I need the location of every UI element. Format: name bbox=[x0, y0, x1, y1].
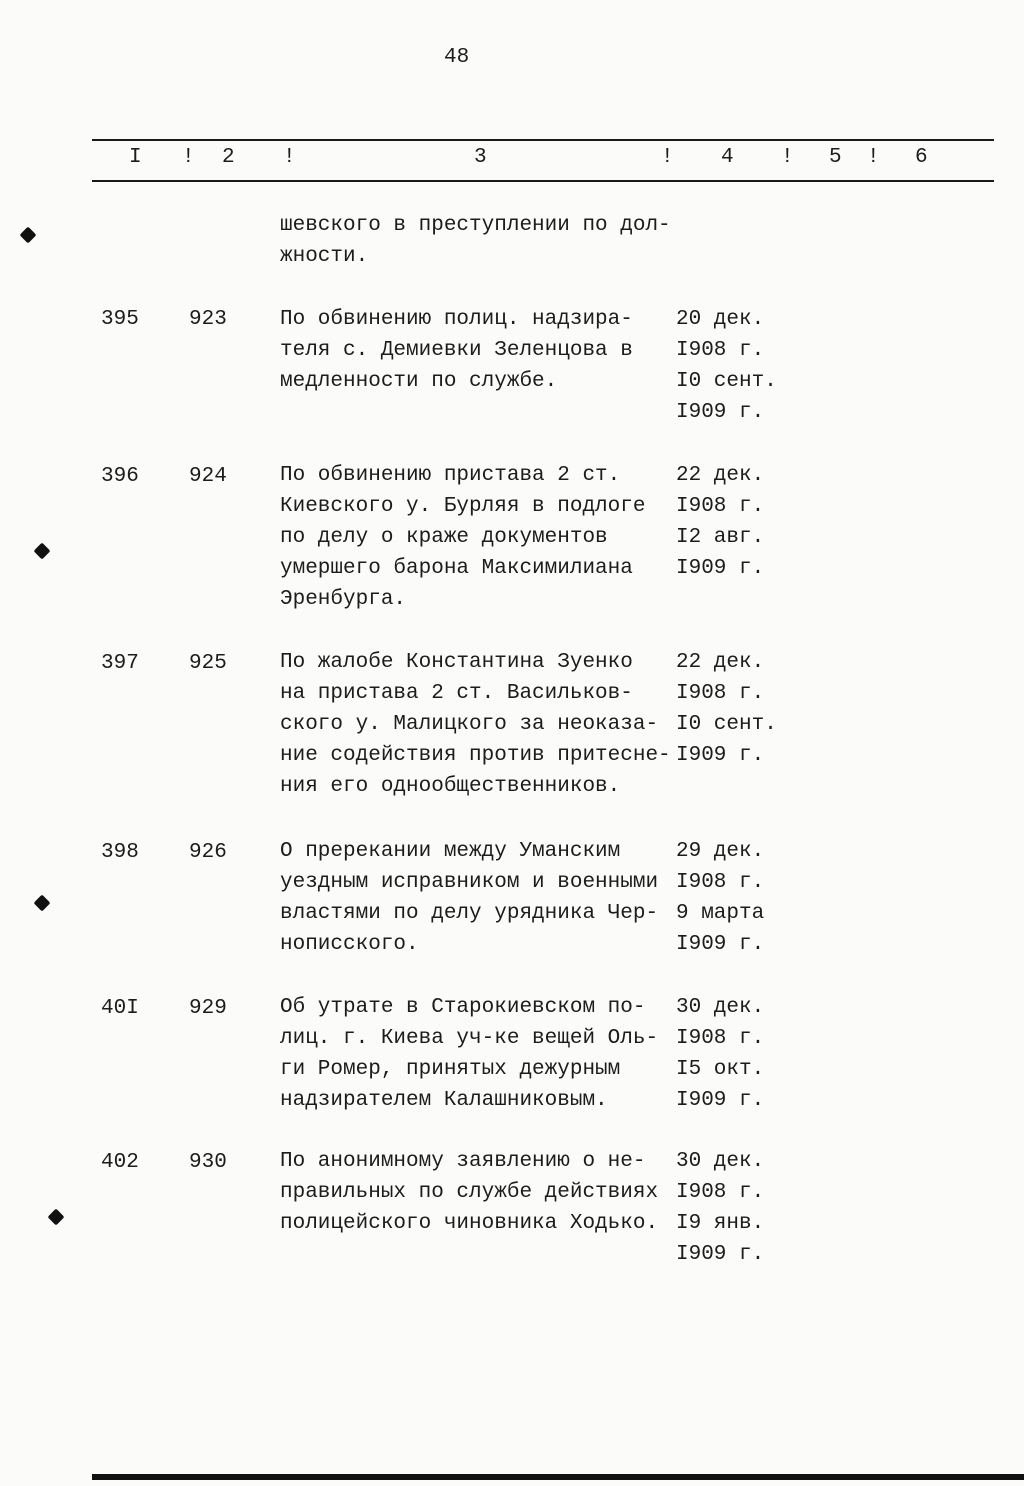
desc-line: полицейского чиновника Ходько. bbox=[280, 1212, 659, 1235]
date-line: I908 г. bbox=[676, 871, 765, 894]
date-line: 22 дек. bbox=[676, 651, 765, 674]
desc-line: По обвинению полиц. надзира- bbox=[280, 308, 633, 331]
entry-dates bbox=[676, 647, 777, 771]
header-separator: ! bbox=[781, 146, 794, 169]
desc-line: правильных по службе действиях bbox=[280, 1181, 659, 1204]
header-col-2: 2 bbox=[222, 146, 235, 169]
header-rule-bottom bbox=[92, 180, 994, 182]
date-line: I908 г. bbox=[676, 495, 765, 518]
desc-line: Эренбурга. bbox=[280, 588, 407, 611]
scan-bottom-edge bbox=[92, 1474, 1024, 1480]
desc-line: теля с. Демиевки Зеленцова в bbox=[280, 339, 633, 362]
binding-hole-mark bbox=[34, 543, 51, 560]
entry-number: 40I bbox=[101, 997, 139, 1020]
entry-dates bbox=[676, 1146, 764, 1270]
desc-line: уездным исправником и военными bbox=[280, 871, 659, 894]
desc-line: лиц. г. Киева уч-ке вещей Оль- bbox=[280, 1027, 659, 1050]
date-line: 30 дек. bbox=[676, 996, 765, 1019]
file-number: 926 bbox=[189, 841, 227, 864]
entry-number: 397 bbox=[101, 652, 139, 675]
header-separator: ! bbox=[867, 146, 880, 169]
entry-description bbox=[280, 992, 658, 1116]
desc-line: Об утрате в Старокиевском по- bbox=[280, 996, 646, 1019]
date-line: 22 дек. bbox=[676, 464, 765, 487]
desc-line: ния его однообщественников. bbox=[280, 775, 621, 798]
desc-line: на пристава 2 ст. Васильков- bbox=[280, 682, 633, 705]
desc-line: ги Ромер, принятых дежурным bbox=[280, 1058, 621, 1081]
file-number: 923 bbox=[189, 308, 227, 331]
entry-dates bbox=[676, 836, 764, 960]
date-line: I908 г. bbox=[676, 1181, 765, 1204]
date-line: I909 г. bbox=[676, 401, 765, 424]
header-separator: ! bbox=[283, 146, 296, 169]
desc-line: О пререкании между Уманским bbox=[280, 840, 621, 863]
binding-hole-mark bbox=[48, 1209, 65, 1226]
date-line: 30 дек. bbox=[676, 1150, 765, 1173]
file-number: 924 bbox=[189, 465, 227, 488]
page-number: 48 bbox=[444, 46, 470, 69]
desc-line: по делу о краже документов bbox=[280, 526, 608, 549]
entry-dates bbox=[676, 304, 777, 428]
desc-line: властями по делу урядника Чер- bbox=[280, 902, 659, 925]
date-line: 20 дек. bbox=[676, 308, 765, 331]
entry-description bbox=[280, 647, 671, 802]
date-line: I909 г. bbox=[676, 1243, 765, 1266]
desc-line: умершего барона Максимилиана bbox=[280, 557, 633, 580]
header-separator: ! bbox=[182, 146, 195, 169]
entry-description bbox=[280, 304, 633, 397]
header-col-6: 6 bbox=[915, 146, 928, 169]
date-line: I5 окт. bbox=[676, 1058, 765, 1081]
entry-description bbox=[280, 836, 658, 960]
date-line: I909 г. bbox=[676, 744, 765, 767]
file-number: 925 bbox=[189, 652, 227, 675]
desc-line: ского у. Малицкого за неоказа- bbox=[280, 713, 659, 736]
date-line: I908 г. bbox=[676, 1027, 765, 1050]
date-line: I909 г. bbox=[676, 1089, 765, 1112]
header-col-1: I bbox=[129, 146, 142, 169]
header-rule-top bbox=[92, 139, 994, 141]
desc-line: По анонимному заявлению о не- bbox=[280, 1150, 646, 1173]
entry-number: 398 bbox=[101, 841, 139, 864]
header-col-4: 4 bbox=[721, 146, 734, 169]
file-number: 930 bbox=[189, 1151, 227, 1174]
entry-description bbox=[280, 460, 645, 615]
date-line: 29 дек. bbox=[676, 840, 765, 863]
date-line: 9 марта bbox=[676, 902, 765, 925]
entry-number: 402 bbox=[101, 1151, 139, 1174]
date-line: I0 сент. bbox=[676, 713, 777, 736]
date-line: I2 авг. bbox=[676, 526, 765, 549]
date-line: I908 г. bbox=[676, 339, 765, 362]
file-number: 929 bbox=[189, 997, 227, 1020]
date-line: I909 г. bbox=[676, 557, 765, 580]
desc-line: По жалобе Константина Зуенко bbox=[280, 651, 633, 674]
date-line: I0 сент. bbox=[676, 370, 777, 393]
header-col-3: 3 bbox=[474, 146, 487, 169]
desc-line: По обвинению пристава 2 ст. bbox=[280, 464, 621, 487]
date-line: I909 г. bbox=[676, 933, 765, 956]
entry-dates bbox=[676, 460, 764, 584]
binding-hole-mark bbox=[34, 895, 51, 912]
entry-number: 396 bbox=[101, 465, 139, 488]
desc-line: Киевского у. Бурляя в подлоге bbox=[280, 495, 646, 518]
desc-line: жности. bbox=[280, 245, 369, 268]
header-col-5: 5 bbox=[829, 146, 842, 169]
entry-number: 395 bbox=[101, 308, 139, 331]
desc-line: надзирателем Калашниковым. bbox=[280, 1089, 608, 1112]
desc-line: шевского в преступлении по дол- bbox=[280, 214, 671, 237]
desc-line: медленности по службе. bbox=[280, 370, 558, 393]
desc-line: нописского. bbox=[280, 933, 419, 956]
entry-dates bbox=[676, 992, 764, 1116]
header-separator: ! bbox=[661, 146, 674, 169]
continuation-description bbox=[280, 210, 671, 272]
date-line: I9 янв. bbox=[676, 1212, 765, 1235]
entry-description bbox=[280, 1146, 658, 1239]
binding-hole-mark bbox=[20, 227, 37, 244]
desc-line: ние содействия против притесне- bbox=[280, 744, 671, 767]
date-line: I908 г. bbox=[676, 682, 765, 705]
